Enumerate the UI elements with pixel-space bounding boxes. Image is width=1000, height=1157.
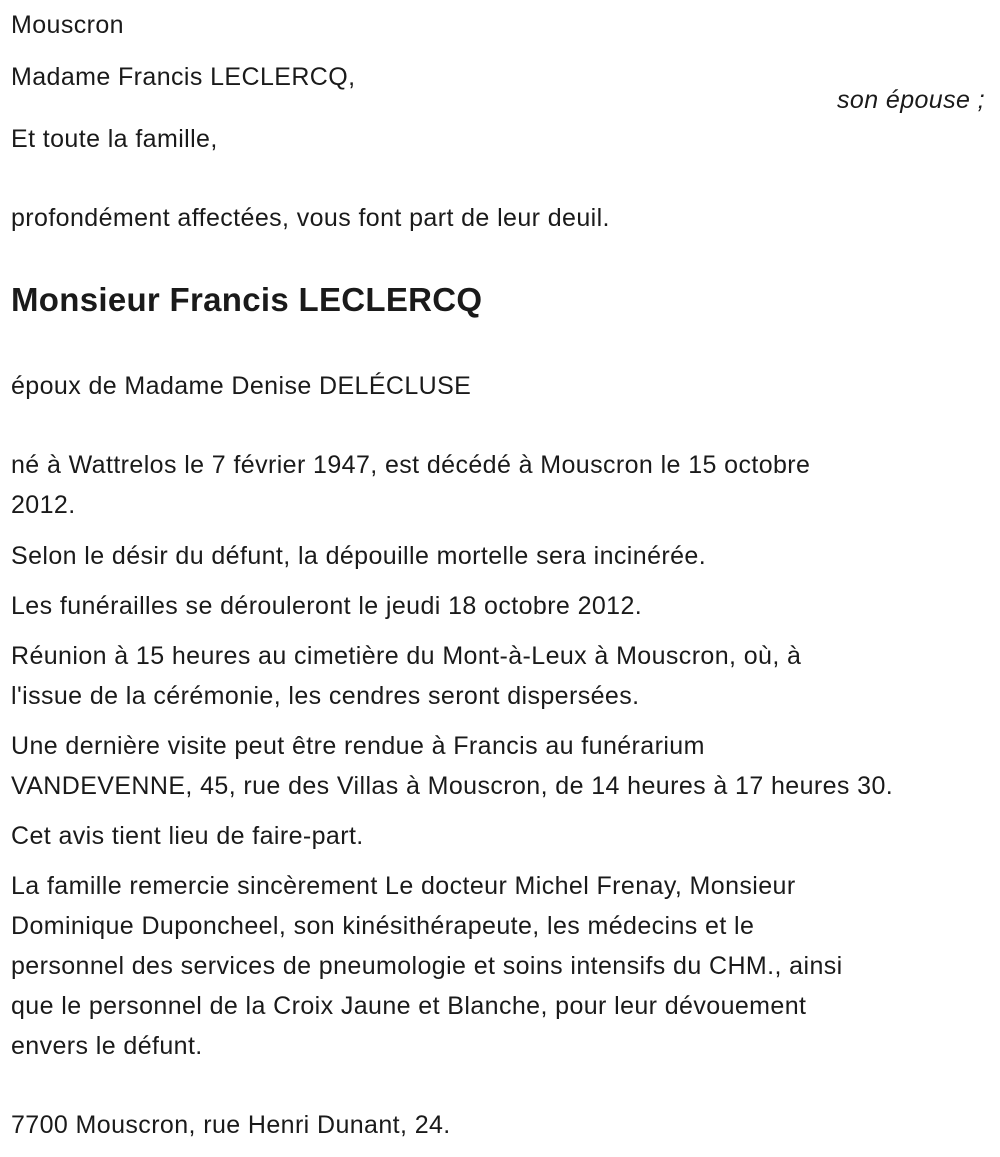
line: Les funérailles se dérouleront le jeudi 18 octobre 2012. — [11, 592, 643, 620]
paragraph-funeral-date — [11, 586, 642, 626]
line: Une dernière visite peut être rendue à Francis au funérarium — [11, 732, 705, 760]
line: La famille remercie sincèrement Le docteur Michel Frenay, Monsieur — [11, 872, 796, 900]
paragraph-notice — [11, 816, 364, 856]
city: Mouscron — [11, 11, 124, 39]
line: né à Wattrelos le 7 février 1947, est décédé à Mouscron le 15 octobre — [11, 451, 811, 479]
deceased-name: Monsieur Francis LECLERCQ — [11, 281, 483, 318]
paragraph-meeting — [11, 636, 801, 716]
spouse-name: Madame Francis LECLERCQ, — [11, 63, 356, 91]
line: envers le défunt. — [11, 1032, 203, 1060]
line: Cet avis tient lieu de faire-part. — [11, 822, 364, 850]
paragraph-thanks — [11, 866, 843, 1066]
paragraph-visit — [11, 726, 893, 806]
line: l'issue de la cérémonie, les cendres seront dispersées. — [11, 682, 640, 710]
line: 2012. — [11, 491, 76, 519]
paragraph-cremation — [11, 536, 706, 576]
family-line: Et toute la famille, — [11, 125, 218, 153]
line: VANDEVENNE, 45, rue des Villas à Mouscron, de 14 heures à 17 heures 30. — [11, 772, 894, 800]
line: personnel des services de pneumologie et soins intensifs du CHM., ainsi — [11, 952, 843, 980]
line: Dominique Duponcheel, son kinésithérapeute, les médecins et le — [11, 912, 755, 940]
line: Réunion à 15 heures au cimetière du Mont-à-Leux à Mouscron, où, à — [11, 642, 802, 670]
spouse-of: époux de Madame Denise DELÉCLUSE — [11, 372, 472, 400]
paragraph-birth-death — [11, 445, 810, 525]
address: 7700 Mouscron, rue Henri Dunant, 24. — [11, 1111, 451, 1139]
spouse-role: son épouse ; — [837, 86, 985, 114]
announcement: profondément affectées, vous font part de leur deuil. — [11, 204, 610, 232]
line: Selon le désir du défunt, la dépouille mortelle sera incinérée. — [11, 542, 707, 570]
line: que le personnel de la Croix Jaune et Blanche, pour leur dévouement — [11, 992, 807, 1020]
